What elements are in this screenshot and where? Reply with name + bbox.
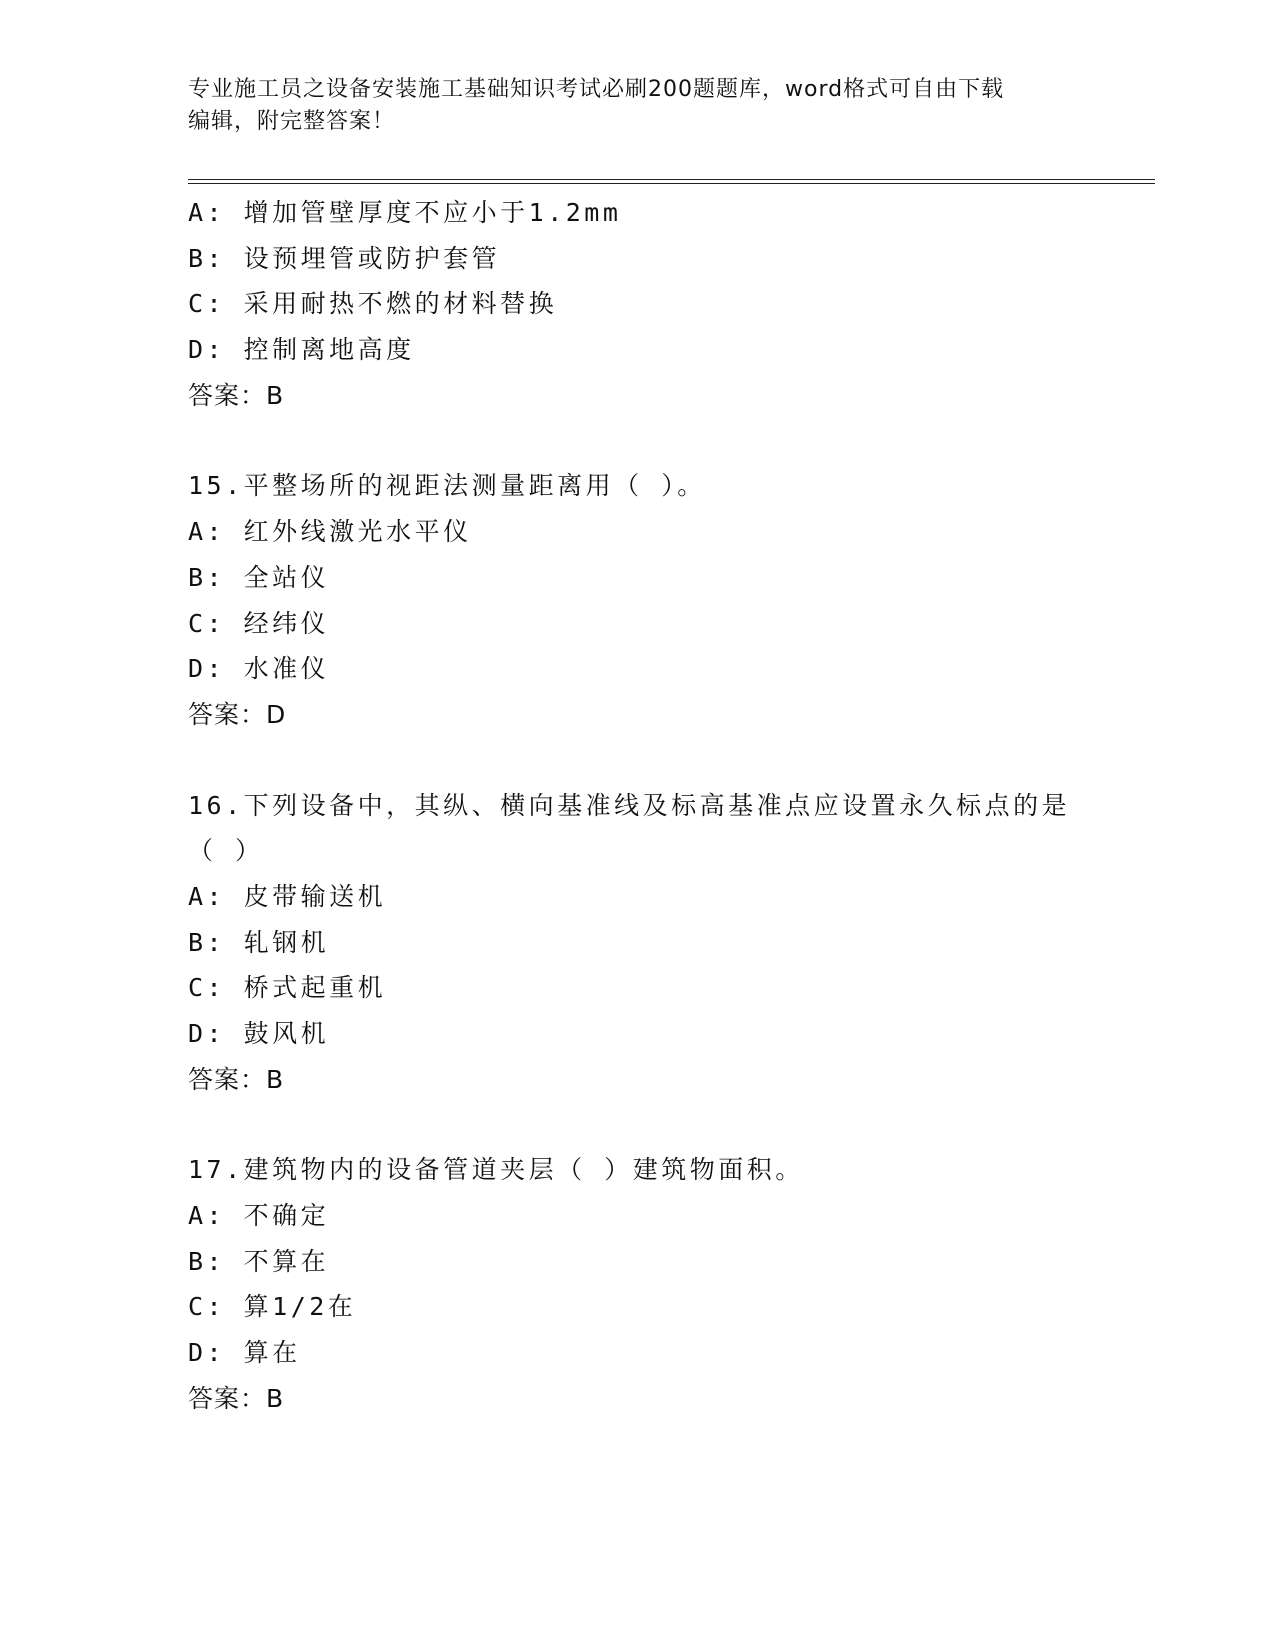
question-stem: 15.平整场所的视距法测量距离用（ ）。	[188, 471, 706, 501]
spacer	[188, 418, 1148, 463]
answer-line: 答案：B	[188, 380, 285, 410]
question-block-17	[188, 1147, 1148, 1421]
header-line-2: 编辑，附完整答案！	[188, 109, 396, 134]
question-stem: 16.下列设备中，其纵、横向基准线及标高基准点应设置永久标点的是	[188, 790, 1071, 820]
option-a: A: 皮带输送机	[188, 881, 387, 911]
option-b: B: 轧钢机	[188, 927, 330, 957]
option-b: B: 全站仪	[188, 562, 330, 592]
option-d: D: 控制离地高度	[188, 335, 415, 365]
question-block-16	[188, 783, 1148, 1103]
answer-line: 答案：B	[188, 1383, 285, 1413]
option-d: D: 水准仪	[188, 654, 330, 684]
spacer	[188, 738, 1148, 783]
question-list	[188, 190, 1148, 1422]
document-header	[188, 74, 1088, 138]
question-block-prev	[188, 190, 1148, 418]
question-stem-continued: （ ）	[188, 836, 264, 866]
option-c: C: 经纬仪	[188, 608, 330, 638]
option-b: B: 设预埋管或防护套管	[188, 243, 501, 273]
option-c: C: 采用耐热不燃的材料替换	[188, 289, 558, 319]
question-block-15	[188, 463, 1148, 737]
option-c: C: 算1/2在	[188, 1292, 357, 1322]
option-a: A: 红外线激光水平仪	[188, 517, 472, 547]
answer-line: 答案：B	[188, 1064, 285, 1094]
option-a: A: 增加管壁厚度不应小于1.2mm	[188, 198, 622, 227]
option-c: C: 桥式起重机	[188, 973, 387, 1003]
header-line-1: 专业施工员之设备安装施工基础知识考试必刷200题题库，word格式可自由下载	[188, 77, 1005, 102]
header-divider-top	[188, 179, 1155, 180]
header-divider-bottom	[188, 183, 1155, 184]
option-d: D: 算在	[188, 1338, 301, 1368]
option-d: D: 鼓风机	[188, 1019, 330, 1048]
option-b: B: 不算在	[188, 1246, 330, 1276]
option-a: A: 不确定	[188, 1201, 330, 1231]
answer-line: 答案：D	[188, 699, 287, 729]
question-stem: 17.建筑物内的设备管道夹层（ ）建筑物面积。	[188, 1155, 804, 1185]
spacer	[188, 1102, 1148, 1147]
